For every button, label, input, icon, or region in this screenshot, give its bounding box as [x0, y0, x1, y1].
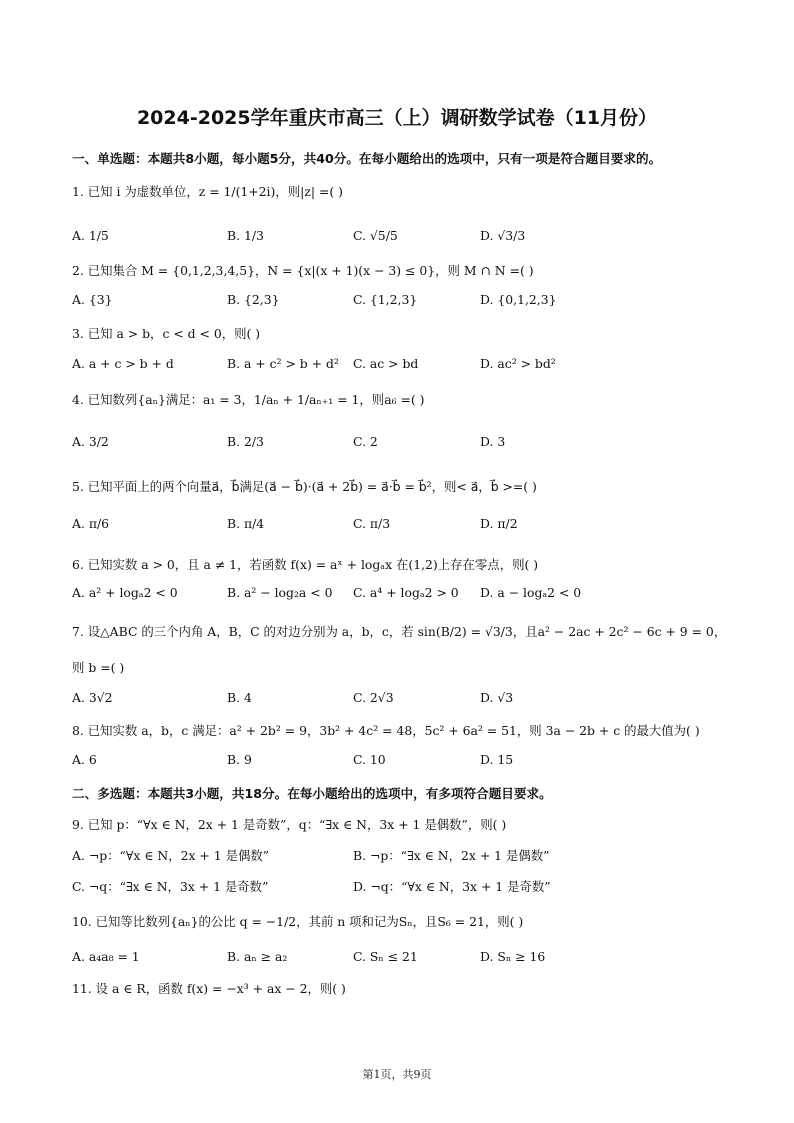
question-10-option-d: D. Sₙ ≥ 16	[480, 949, 546, 964]
question-3-option-d: D. ac² > bd²	[480, 356, 556, 371]
section-heading-single-choice: 一、单选题：本题共8小题，每小题5分，共40分。在每小题给出的选项中，只有一项是符合题目要求的。	[72, 151, 662, 166]
question-11-stem: 11. 设 a ∈ R，函数 f(x) = −x³ + ax − 2，则( )	[72, 981, 346, 996]
question-10-stem: 10. 已知等比数列{aₙ}的公比 q = −1/2，其前 n 项和记为Sₙ，且S₆ = 21，则( )	[72, 914, 524, 929]
question-9-stem: 9. 已知 p：“∀x ∈ N，2x + 1 是奇数”，q：“∃x ∈ N，3x + 1 是偶数”，则( )	[72, 817, 507, 832]
question-8-option-c: C. 10	[353, 752, 386, 767]
question-9-option-d: D. ¬q：“∀x ∈ N，3x + 1 是奇数”	[353, 879, 551, 894]
question-10-option-a: A. a₄a₈ = 1	[72, 949, 140, 964]
question-7-option-b: B. 4	[227, 690, 252, 705]
question-2-option-d: D. {0,1,2,3}	[480, 292, 557, 307]
question-3-stem: 3. 已知 a > b，c < d < 0，则( )	[72, 326, 261, 341]
question-8-stem: 8. 已知实数 a，b，c 满足：a² + 2b² = 9，3b² + 4c² = 48，5c² + 6a² = 51，则 3a − 2b + c 的最大值为( )	[72, 723, 700, 738]
question-5-stem: 5. 已知平面上的两个向量a⃗，b⃗满足(a⃗ − b⃗)·(a⃗ + 2b⃗) = a⃗·b⃗ = b⃗²，则< a⃗，b⃗ >=( )	[72, 479, 537, 494]
question-9-option-a: A. ¬p：“∀x ∈ N，2x + 1 是偶数”	[72, 848, 270, 863]
question-2-option-a: A. {3}	[72, 292, 113, 307]
question-1-option-d: D. √3/3	[480, 228, 526, 243]
question-5-option-d: D. π/2	[480, 516, 518, 531]
question-4-option-b: B. 2/3	[227, 434, 264, 449]
question-6-stem: 6. 已知实数 a > 0，且 a ≠ 1，若函数 f(x) = aˣ + logₐx 在(1,2)上存在零点，则( )	[72, 557, 539, 572]
question-2-option-c: C. {1,2,3}	[353, 292, 418, 307]
question-7-option-c: C. 2√3	[353, 690, 394, 705]
question-3-option-b: B. a + c² > b + d²	[227, 356, 339, 371]
question-5-option-c: C. π/3	[353, 516, 391, 531]
question-1-stem: 1. 已知 i 为虚数单位，z = 1/(1+2i)，则|z| =( )	[72, 184, 343, 199]
question-10-option-b: B. aₙ ≥ a₂	[227, 949, 288, 964]
question-5-option-a: A. π/6	[72, 516, 110, 531]
question-7-stem: 7. 设△ABC 的三个内角 A，B，C 的对边分别为 a，b，c，若 sin(B/2) = √3/3，且a² − 2ac + 2c² − 6c + 9 = 0，	[72, 624, 727, 639]
question-8-option-d: D. 15	[480, 752, 514, 767]
question-1-option-a: A. 1/5	[72, 228, 109, 243]
question-7-option-a: A. 3√2	[72, 690, 113, 705]
question-6-option-d: D. a − logₐ2 < 0	[480, 585, 582, 600]
section-heading-multiple-choice: 二、多选题：本题共3小题，共18分。在每小题给出的选项中，有多项符合题目要求。	[72, 786, 552, 801]
question-10-option-c: C. Sₙ ≤ 21	[353, 949, 418, 964]
question-4-option-a: A. 3/2	[72, 434, 109, 449]
question-6-option-b: B. a² − log₂a < 0	[227, 585, 333, 600]
question-3-option-c: C. ac > bd	[353, 356, 419, 371]
question-8-option-b: B. 9	[227, 752, 252, 767]
question-7-option-d: D. √3	[480, 690, 514, 705]
question-2-option-b: B. {2,3}	[227, 292, 280, 307]
question-3-option-a: A. a + c > b + d	[72, 356, 174, 371]
question-6-option-a: A. a² + logₐ2 < 0	[72, 585, 178, 600]
question-2-stem: 2. 已知集合 M = {0,1,2,3,4,5}，N = {x|(x + 1)(x − 3) ≤ 0}，则 M ∩ N =( )	[72, 263, 534, 278]
question-4-stem: 4. 已知数列{aₙ}满足：a₁ = 3，1/aₙ + 1/aₙ₊₁ = 1，则a₆ =( )	[72, 392, 425, 407]
question-9-option-b: B. ¬p：“∃x ∈ N，2x + 1 是偶数”	[353, 848, 550, 863]
question-1-option-c: C. √5/5	[353, 228, 398, 243]
page-footer: 第1页，共9页	[362, 1068, 432, 1081]
question-8-option-a: A. 6	[72, 752, 97, 767]
question-7-stem-continued: 则 b =( )	[72, 660, 125, 675]
question-5-option-b: B. π/4	[227, 516, 265, 531]
question-6-option-c: C. a⁴ + logₐ2 > 0	[353, 585, 459, 600]
question-4-option-c: C. 2	[353, 434, 378, 449]
page-title: 2024-2025学年重庆市高三（上）调研数学试卷（11月份）	[136, 107, 658, 129]
question-4-option-d: D. 3	[480, 434, 506, 449]
question-1-option-b: B. 1/3	[227, 228, 264, 243]
question-9-option-c: C. ¬q：“∃x ∈ N，3x + 1 是奇数”	[72, 879, 269, 894]
